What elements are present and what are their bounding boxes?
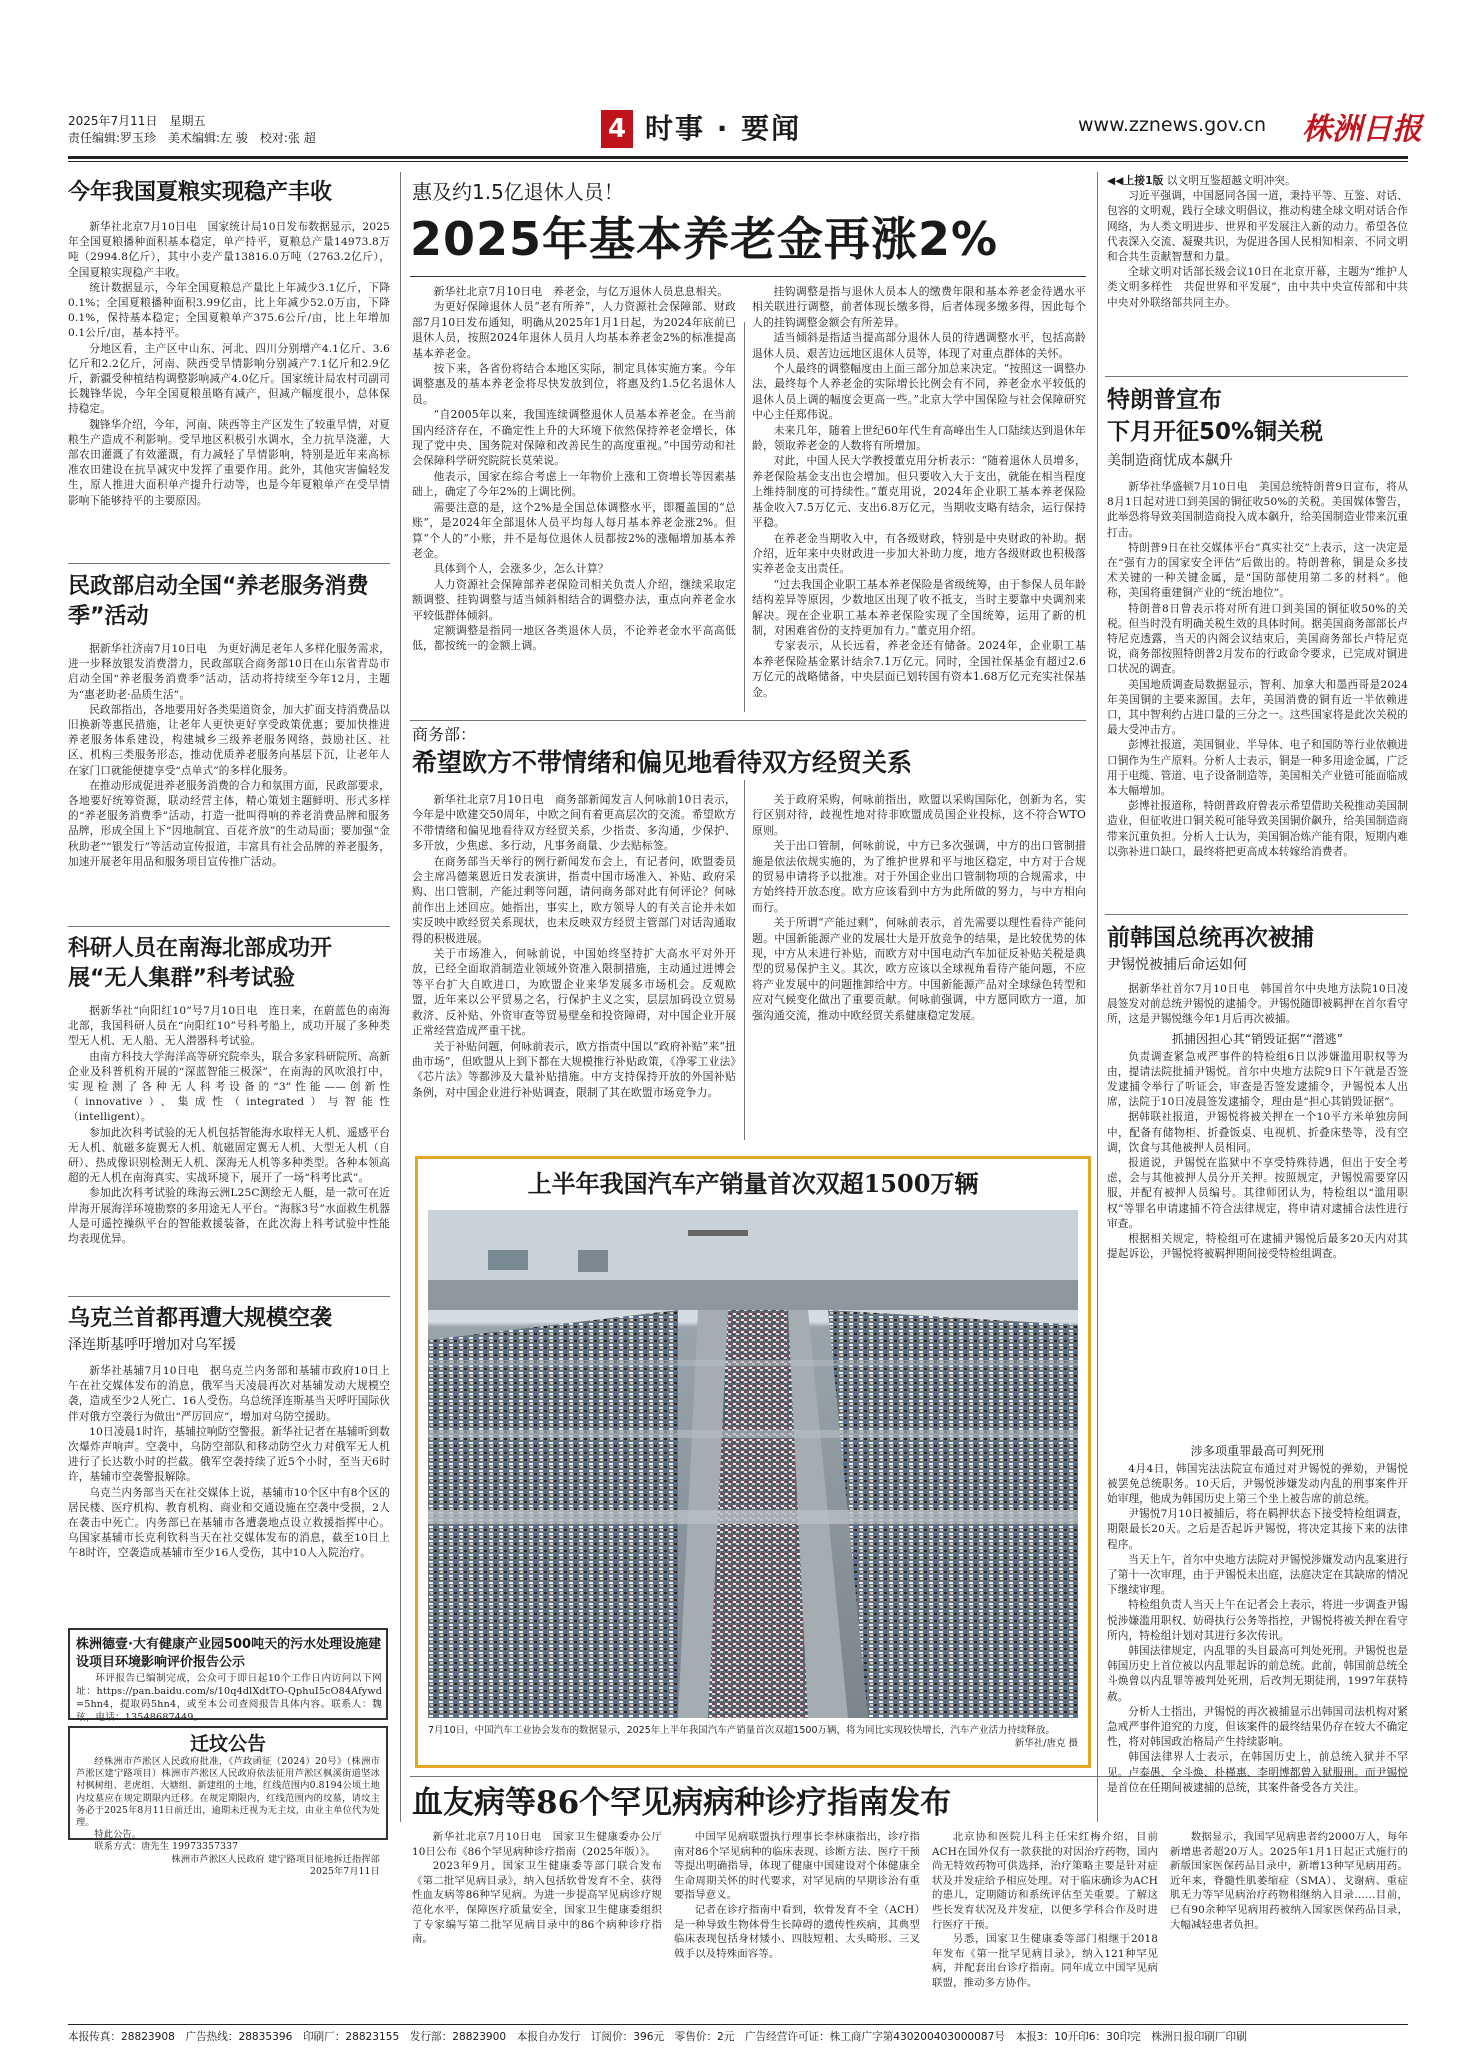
paragraph: 对此，中国人民大学教授董克用分析表示：“随着退休人员增多，养老保险基金支出也会增加。但只要收入大于支出，就能在相当程度上维持制度的可持续性。”董克用说，2024年企业职工基本养老保险基金收入7.5万亿元、支出6.8万亿元，当期收支略有结余，运行保持平稳。 [752, 454, 1086, 530]
article-kyiv-airstrike [68, 1304, 390, 1562]
paragraph: 参加此次科考试验的珠海云洲L25C测绘无人艇，是一款可在近岸海开展海洋环境勘察的多用途无人平台。“海豚3号”水面救生机器人是可遥控操纵平台的智能救援装备，在此次海上科考试验中性能均表现优异。 [68, 1187, 390, 1246]
paragraph: 另悉，国家卫生健康委等部门相继于2018年发布《第一批罕见病目录》，纳入121种罕见病，并配套出台诊疗指南。同年成立中国罕见病联盟，推动多方协作。 [932, 1933, 1158, 1989]
paragraph: 参加此次科考试验的无人机包括智能海水取样无人机、遥感平台无人机、航磁多旋翼无人机、航磁固定翼无人机、大型无人机（自研）、热成像识别检测无人机、深海无人机等多种类型。各种本领高超的无人机在南海真实、实战环境下，展开了一场“科考比武”。 [68, 1126, 391, 1185]
article-title: 今年我国夏粮实现稳产丰收 [68, 180, 333, 205]
page-number-badge: 4 [601, 110, 633, 148]
section-subhead: 抓捕因担心其“销毁证据”“潜逃” [1171, 1031, 1344, 1046]
article-subtitle: 美制造商忧成本飙升 [1107, 453, 1233, 469]
continued-article [1107, 174, 1408, 311]
trade-col-1 [412, 792, 736, 1142]
paragraph: 数据显示，我国罕见病患者约2000万人，每年新增患者超20万人。2025年1月1日起正式施行的新版国家医保药品目录中，新增13种罕见病用药。近年来，脊髓性肌萎缩症（SMA）、戈谢病、重症肌无力等罕见病治疗药物相继纳入目录……目前，已有90余种罕见病用药被纳入国家医保药品目录，大幅减轻患者负担。 [1170, 1831, 1408, 1931]
car-lot-image [428, 1210, 1078, 1718]
paragraph: 新华社北京7月10日电 国家卫生健康委办公厅10日公布《86个罕见病种诊疗指南（2025年版）》。 [412, 1831, 662, 1858]
paragraph: 分析人士指出，尹锡悦的再次被捕显示出韩国司法机构对紧急戒严事件追究的力度，但该案件的最终结果仍存在较大不确定性，将对韩国政治格局产生持续影响。 [1107, 1705, 1408, 1749]
paragraph: 尹锡悦7月10日被捕后，将在羁押状态下接受特检组调查，期限最长20天。之后是否起诉尹锡悦，将决定其接下来的法律程序。 [1107, 1508, 1408, 1551]
article-south-sea-drones [68, 934, 390, 1247]
paragraph: 未来几年，随着上世纪60年代生育高峰出生人口陆续达到退休年龄，领取养老金的人数将有所增加。 [752, 423, 1086, 453]
site-url[interactable]: www.zznews.gov.cn [1078, 114, 1267, 136]
paragraph: 特此公告。 [94, 1829, 142, 1841]
notice-grave-relocation [68, 1726, 388, 1877]
paragraph: 2025年7月11日 [310, 1865, 380, 1877]
paragraph: 为更好保障退休人员“老有所养”，人力资源社会保障部、财政部7月10日发布通知，明确从2025年1月1日起，为2024年底前已退休人员，按照2024年退休人员月人均基本养老金2%的标准提高基本养老金。 [412, 300, 736, 360]
paragraph: 全球文明对话部长级会议10日在北京开幕，主题为“维护人类文明多样性 共促世界和平发展”，由中共中央宣传部和中共中央对外联络部共同主办。 [1107, 266, 1408, 309]
paragraph: 挂钩调整是指与退休人员本人的缴费年限和基本养老金待遇水平相关联进行调整，前者体现长缴多得，后者体现多缴多得，因此每个人的挂钩调整金额会有所差异。 [752, 285, 1086, 329]
paragraph: 韩国法律规定，内乱罪的头目最高可判处死刑。尹锡悦也是韩国历史上首位被以内乱罪起诉的前总统。此前，韩国前总统全斗焕曾以内乱罪等被判处死刑，后改判无期徒刑，1997年获特赦。 [1107, 1645, 1408, 1703]
paragraph: 据新华社济南7月10日电 为更好满足老年人多样化服务需求，进一步释放银发消费潜力，民政部联合商务部10日在山东省青岛市启动全国“养老服务消费季”活动，活动将持续至今年12月，主题为“惠老助老·品质生活”。 [68, 643, 390, 701]
paragraph: 北京协和医院儿科主任宋红梅介绍，目前ACH在国外仅有一款获批的对因治疗药物，国内尚无特效药物可供选择，治疗策略主要是针对症状及并发症给予相应处理。对于临床确诊为ACH的患儿，定期随访和系统评估至关重要。了解这些长发育状况及并发症，以便多学科合作及时进行医疗干预。 [932, 1831, 1158, 1931]
paragraph: 彭博社报道称，特朗普政府曾表示希望借助关税推动美国制造业，但征收进口铜关税可能导致美国铜价飙升，给美国制造商带来沉重负担。分析人士认为，美国铜冶炼产能有限，短期内难以弥补进口缺口，最终将把更高成本转嫁给消费者。 [1107, 800, 1408, 858]
article-yoon-arrest [1107, 922, 1408, 1870]
kicker: 惠及约1.5亿退休人员！ [412, 180, 624, 204]
section-subhead: 涉多项重罪最高可判死刑 [1190, 1443, 1325, 1458]
paragraph: 新华社华盛顿7月10日电 美国总统特朗普9日宣布，将从8月1日起对进口到美国的铜征收50%的关税。美国媒体警告，此举恐将导致美国制造商投入成本飙升，给美国制造业带来沉重打击。 [1107, 481, 1408, 539]
rare-col-2 [674, 1830, 920, 2018]
paragraph: 适当倾斜是指适当提高部分退休人员的待遇调整水平，包括高龄退休人员、艰苦边远地区退休人员等，体现了对重点群体的关怀。 [752, 331, 1086, 360]
continued-label: ◀◀上接1版 [1107, 175, 1164, 187]
paragraph: 经株洲市芦淞区人民政府批准，《芦政函征（2024）20号》（株洲市芦淞区建宁路项目）株洲市芦淞区人民政府依法征用芦淞区枫溪街道坚冰村枫树组、老虎组、大塘组、新建组的土地，红线范围内0.8194公顷土地内坟墓应在规定期限内迁移。在规定期限内，红线范围内的坟墓，请坟主务必于2025年8月11日前迁出，逾期未迁视为无主坟，由业主单位代为处理。 [76, 1756, 380, 1829]
pension-col-1 [412, 284, 736, 714]
trade-col-2 [752, 792, 1086, 1142]
paragraph: 韩国法律界人士表示，在韩国历史上，前总统入狱并不罕见。卢泰愚、全斗焕、朴槿惠、李明博都曾入狱服刑。而尹锡悦是首位在任期间被逮捕的总统，其案件备受各方关注。 [1107, 1751, 1408, 1794]
paragraph: 在推动形成促进养老服务消费的合力和氛围方面，民政部要求，各地要好统筹资源，联动经营主体，精心策划主题鲜明、形式多样的“养老服务消费季”活动，打造一批叫得响的养老消费品牌和服务品牌，形成全国上下“因地制宜、百花齐放”的生动局面；要加强“金秋助老”“银发行”等活动宣传报道，丰富具有社会品牌的养老服务，加速开展老年用品和服务项目宣传推广活动。 [68, 779, 391, 868]
paragraph: 据新华社首尔7月10日电 韩国首尔中央地方法院10日凌晨签发对前总统尹锡悦的逮捕令。尹锡悦随即被羁押在首尔看守所，这是尹锡悦继今年1月后再次被捕。 [1107, 983, 1408, 1026]
paragraph: 据新华社“向阳红10”号7月10日电 连日来，在蔚蓝色的南海北部，我国科研人员在“向阳红10”号科考船上，成功开展了多种类型无人机、无人船、无人潜器科考试验。 [68, 1005, 390, 1048]
paragraph: “过去我国企业职工基本养老保险是省级统筹，由于参保人员年龄结构差异等原因，少数地区出现了收不抵支，当时主要靠中央调剂来解决。现在企业职工基本养老保险实现了全国统筹，运用了新的机制，对困难省份的支持更加有力。”董克用介绍。 [752, 577, 1086, 637]
paragraph: 关于政府采购，何咏前指出，欧盟以采购国际化，创新为名，实行区别对待，歧视性地对待非欧盟成员国企业投标，这不符合WTO原则。 [752, 793, 1086, 837]
paragraph: 定额调整是指同一地区各类退休人员，不论养老金水平高高低低，都按统一的金额上调。 [412, 623, 736, 653]
paragraph: 统计数据显示，今年全国夏粮总产量比上年减少3.1亿斤，下降0.1%；全国夏粮播种面积3.99亿亩，比上年减少52.0万亩，下降0.1%，保持基本稳定；全国夏粮单产375.6公斤/亩，比上年增加0.1公斤/亩，基本持平。 [68, 281, 390, 340]
paragraph: 中国罕见病联盟执行理事长李林康指出，诊疗指南对86个罕见病种的临床表现、诊断方法、医疗干预等提出明确指导，体现了健康中国建设对个体健康全生命周期关怀的时代要求，对罕见病的早期诊治有重要指导意义。 [674, 1831, 920, 1902]
article-title: 前韩国总统再次被捕 [1107, 925, 1314, 951]
paragraph: 关于补贴问题，何咏前表示，欧方指责中国以“政府补贴”来“扭曲市场”，但欧盟从上到下都在大规模推行补贴政策，《净零工业法》《芯片法》等都涉及大量补贴措施。中方支持保持开放的外国补贴条例，对中国企业进行补贴调查，限制了其在欧盟市场竞争力。 [412, 1039, 736, 1099]
paragraph: 负责调查紧急戒严事件的特检组6日以涉嫌滥用职权等为由，提请法院批捕尹锡悦。首尔中央地方法院9日下午就是否签发逮捕令举行了听证会，审查是否签发逮捕令，尹锡悦本人出席，法院于10日凌晨签发逮捕令，理由是“担心其销毁证据”。 [1107, 1050, 1408, 1109]
paragraph: 他表示，国家在综合考虑上一年物价上涨和工资增长等因素基础上，确定了今年2%的上调比例。 [412, 469, 736, 499]
pension-col-2 [752, 284, 1086, 714]
paragraph: 分地区看，主产区中山东、河北、四川分别增产4.1亿斤、3.6亿斤和2.2亿斤，河南、陕西受旱情影响分别减产7.1亿斤和2.9亿斤，新疆受种植结构调整影响减产4.0亿斤。国家统计局农村司副司长魏锋华说，今年全国夏粮虽略有减产，但减产幅度很小，总体保持稳定。 [68, 342, 390, 416]
paragraph: 新华社北京7月10日电 养老金，与亿万退休人员息息相关。 [433, 285, 729, 298]
paragraph: 在商务部当天举行的例行新闻发布会上，有记者问，欧盟委员会主席冯德莱恩近日发表演讲，指责中国市场准入、补贴、政府采购、出口管制，产能过剩等问题，请问商务部对此有何评论？何咏前作出上述回应。她指出，事实上，欧方领导人的有关言论并未如实反映中欧经贸关系现状，也未反映双方经贸主管部门对话沟通取得的积极进展。 [412, 854, 736, 945]
paragraph: 记者在诊疗指南中看到，软骨发育不全（ACH）是一种导致生物体骨生长障碍的遗传性疾病，其典型临床表现包括身材矮小、四肢短粗、大头畸形、三叉戟手以及特殊面容等。 [674, 1903, 920, 1960]
rare-col-1 [412, 1830, 662, 2018]
article-subtitle: 泽连斯基呼吁增加对乌军援 [68, 1337, 236, 1353]
paragraph: 特朗普8日曾表示将对所有进口到美国的铜征收50%的关税。但当时没有明确关税生效的具体时间。据美国商务部部长卢特尼克透露，当天的内阁会议结束后，美国商务部长卢特尼克说，商务部按照特朗普2月发布的行政命令要求，已完成对铜进口状况的调查。 [1107, 602, 1408, 676]
article-title: 科研人员在南海北部成功开展“无人集群”科考试验 [68, 936, 333, 991]
article-subtitle: 尹锡悦被捕后命运如何 [1107, 957, 1247, 973]
article-elder-care [68, 572, 390, 870]
article-title: 民政部启动全国“养老服务消费季”活动 [68, 574, 369, 629]
paragraph: 民政部指出，各地要用好各类渠道资金，加大扩面支持消费品以旧换新等惠民措施，让老年人更快更好享受政策优惠；要加快推进养老服务体系建设，构建城乡三级养老服务网络，鼓励社区、社区、机构三类服务形态，推动优质养老服务向基层下沉，让老年人在家门口就能便捷享受“点单式”的多样化服务。 [68, 703, 391, 777]
footer-info: 本报传真：28823908 广告热线：28835396 印刷厂：28823155 发行部：28823900 本报自办发行 订阅价：396元 零售价：2元 广告经营许可证：株工商广字第430200403000087号 本报3：10开印6：30印完 株洲日报印刷厂印刷 [68, 2031, 1247, 2043]
notice-title: 迁坟公告 [189, 1733, 266, 1755]
paragraph: 2023年9月，国家卫生健康委等部门联合发布《第二批罕见病目录》，纳入包括软骨发育不全、获得性血友病等86种罕见病。为进一步提高罕见病诊疗规范化水平，保障医疗质量安全，国家卫生健康委组织了专家编写第二批罕见病目录中的86个病种诊疗指南。 [412, 1860, 662, 1946]
paragraph: 10日凌晨1时许，基辅拉响防空警报。新华社记者在基辅听到数次爆炸声响声。空袭中，乌防空部队和移动防空火力对俄军无人机进行了长达数小时的拦截。俄军空袭持续了近5个小时，至当天6时许，基辅市空袭警报解除。 [68, 1425, 390, 1484]
editors-line: 责任编辑:罗玉珍 美术编辑:左 骏 校对:张 超 [68, 131, 316, 145]
section-title: 时事 · 要闻 [645, 112, 802, 145]
paragraph: 据韩联社报道，尹锡悦将被关押在一个10平方米单独房间中，配备有储物柜、折叠饭桌、电视机、折叠床垫等，没有空调，饮食与其他被押人员相同。 [1107, 1111, 1408, 1154]
paragraph: 根据相关规定，特检组可在逮捕尹锡悦后最多20天内对其提起诉讼，尹锡悦将被羁押期间接受特检组调查。 [1107, 1233, 1408, 1261]
date-line: 2025年7月11日 星期五 [68, 114, 206, 128]
caption-text: 7月10日，中国汽车工业协会发布的数据显示，2025年上半年我国汽车产销量首次双超1500万辆，将为同比实现较快增长，汽车产业活力持续释放。 [428, 1725, 1055, 1736]
paragraph: 人力资源社会保障部养老保险司相关负责人介绍，继续采取定额调整、挂钩调整与适当倾斜相结合的调整办法，重点向养老金水平较低群体倾斜。 [412, 577, 736, 622]
paragraph: 乌克兰内务部当天在社交媒体上说，基辅市10个区中有8个区的居民楼、医疗机构、教育机构、商业和交通设施在空袭中受损，2人在袭击中死亡。内务部已在基辅市各遭袭地点设立救援指挥中心。乌国家基辅市长克利钦科当天在社交媒体发布的消息，截至10日上午8时许，空袭造成基辅市至少16人受伤，其中10人入院治疗。 [68, 1486, 390, 1560]
article-title-line2: 下月开征50%铜关税 [1107, 419, 1324, 445]
article-summer-grain [68, 178, 390, 509]
notice-title: 株洲德壹·大有健康产业园500吨天的污水处理设施建设项目环境影响评价报告公示 [76, 1637, 382, 1670]
headline: 2025年基本养老金再涨2% [410, 212, 999, 266]
paragraph: 关于市场准入，何咏前说，中国始终坚持扩大高水平对外开放，已经全面取消制造业领域外资准入限制措施，主动通过进博会等平台扩大自欧进口，为欧盟企业来华发展多市场机会。反观欧盟，近年来以公平贸易之名，行保护主义之实，层层加码设立贸易救济、反补贴、外资审查等贸易壁垒和投资障碍，对中国企业开展正常经营造成严重干扰。 [412, 947, 736, 1038]
paragraph: 专家表示，从长远看，养老金还有储备。2024年，企业职工基本养老保险基金累计结余7.1万亿元。同时，全国社保基金有超过2.6万亿元的战略储备，中央层面已划转国有资本1.68万亿元充实社保基金。 [752, 639, 1086, 699]
paragraph: 特检组负责人当天上午在记者会上表示，将进一步调查尹锡悦涉嫌滥用职权、妨碍执行公务等指控，尹锡悦将被关押在看守所内，特检组计划对其进行多次传讯。 [1107, 1599, 1408, 1642]
paragraph: 魏锋华介绍，今年，河南、陕西等主产区发生了较重旱情，对夏粮生产造成不利影响。受旱地区积极引水调水，全力抗旱浇灌，大部农田灌溉了有效灌溉，有力减轻了旱情影响，特别是近年来高标准农田建设在抗旱减灾中发挥了重要作用。此外，其他灾害偏轻发生，原人推进大面积单产提升行动等，也是今年夏粮单产在受旱情影响下能够持平的主要原因。 [68, 418, 391, 507]
paragraph: 具体到个人，会涨多少，怎么计算？ [433, 562, 609, 576]
paragraph: 特朗普9日在社交媒体平台“真实社交”上表示，这一决定是在“强有力的国家安全评估”后做出的。特朗普称，铜是众多技术关键的一种关键金属，是“国防部使用第二多的材料”。他称，美国将重建铜产业的“统治地位”。 [1107, 541, 1408, 600]
trade-title: 希望欧方不带情绪和偏见地看待双方经贸关系 [412, 748, 913, 777]
paragraph: 新华社北京7月10日电 国家统计局10日发布数据显示，2025年全国夏粮播种面积基本稳定，单产持平，夏粮总产量14973.8万吨（2994.8亿斤），其中小麦产量13816.0万吨（2763.2亿斤），全国夏粮实现稳产丰收。 [68, 221, 390, 279]
paragraph: 在养老金当期收入中，有各级财政，特别是中央财政的补助。据介绍，近年来中央财政进一步加大补助力度，地方各级财政也积极落实养老金支出责任。 [752, 531, 1086, 576]
rare-title: 血友病等86个罕见病病种诊疗指南发布 [412, 1785, 952, 1821]
paragraph: 新华社北京7月10日电 商务部新闻发言人何咏前10日表示，今年是中欧建交50周年，中欧之间有着更高层次的交流。希望欧方不带情绪和偏见地看待双方经贸关系，少指责、多沟通，少保护、多开放，少焦虑、多行动，凡事务商量、少去贴标签。 [412, 793, 736, 853]
paragraph: 联系方式：唐先生 19973357337 [94, 1841, 239, 1853]
notice-body: 环评报告已编制完成，公众可于即日起10个工作日内访问以下网址：https://pan.baidu.com/s/10q4dlXdtTO-QphuI5cO84Afywd=5hn4，提取码5hn4，或至本公司查阅报告具体内容。联系人：魏玹，电话：13548687449。 [76, 1673, 382, 1723]
photo-title: 上半年我国汽车产销量首次双超1500万辆 [527, 1169, 979, 1198]
paragraph: 个人最终的调整幅度由上面三部分加总来决定。“按照这一调整办法，最终每个人养老金的实际增长比例会有不同，养老金水平较低的退休人员上调的幅度会更高一些。”北京大学中国保险与社会保障研究中心主任郑伟说。 [752, 362, 1086, 422]
article-copper-tariff [1107, 384, 1408, 890]
paragraph: 当天上午，首尔中央地方法院对尹锡悦涉嫌发动内乱案进行了第十一次审理，由于尹锡悦未出庭，法庭决定在其缺席的情况下继续审理。 [1107, 1553, 1408, 1597]
trade-kicker: 商务部： [412, 725, 477, 744]
paragraph: 美国地质调查局数据显示，智利、加拿大和墨西哥是2024年美国铜的主要来源国。去年，美国消费的铜有近一半依赖进口，其中智利约占进口量的三分之一。这些国家将是此次关税的最大受冲击方。 [1107, 678, 1408, 737]
paragraph: “自2005年以来，我国连续调整退休人员基本养老金。在当前国内经济存在，不确定性上升的大环境下依然保持养老金增长，体现了党中央、国务院对保障和改善民生的高度重视。”中国劳动和社会保障科学研究院院长莫荣说。 [412, 408, 736, 468]
paragraph: 按下来，各省份将结合本地区实际，制定具体实施方案。今年调整惠及的基本养老金将尽快发放到位，将惠及约1.5亿名退休人员。 [412, 362, 736, 406]
article-title-line1: 特朗普宣布 [1107, 387, 1222, 413]
car-lot-photo [428, 1210, 1078, 1718]
paragraph: 关于所谓“产能过剩”，何咏前表示，首先需要以理性看待产能问题。中国新能源产业的发展壮大是开放竞争的结果，是比较优势的体现，中方从未进行补贴，而欧方对中国电动汽车加征反补贴关税是典型的贸易保护主义。其次，欧方应该以全球视角看待产能问题，不应将产业发展中的问题推卸给中方。中国新能源产品对全球绿色转型和应对气候变化做出了重要贡献。何咏前强调，中方愿同欧方一道，加强沟通交流，推动中欧经贸关系健康稳定发展。 [752, 916, 1086, 1022]
article-title: 乌克兰首都再遭大规模空袭 [68, 1306, 333, 1331]
paragraph: 由南方科技大学海洋高等研究院牵头，联合多家科研院所、高新企业及科普机构开展的“深蓝智能三极深”，在南海的风吹浪打中，实现检测了各种无人科考设备的“3”性能——创新性（innovative）、集成性（integrated）与智能性（intelligent）。 [68, 1050, 391, 1124]
paragraph: 以文明互鉴超越文明冲突。 [1166, 175, 1296, 187]
paragraph: 彭博社报道，美国铜业、半导体、电子和国防等行业依赖进口铜作为生产原料。分析人士表示，铜是一种多用途金属，广泛用于电缆、管道、电子设备制造等，美国相关产业链可能面临成本大幅增加。 [1107, 739, 1408, 798]
paragraph: 株洲市芦淞区人民政府 建宁路项目征地拆迁指挥部 [171, 1853, 380, 1865]
notice-eia [68, 1628, 388, 1723]
newspaper-logo: 株洲日报 [1302, 112, 1422, 147]
paragraph: 报道说，尹锡悦在监狱中不享受特殊待遇，但出于安全考虑，会与其他被押人员分开关押。按照规定，尹锡悦需要穿囚服，并配有被押人员编号。其律师团认为，特检组以“滥用职权”等罪名申请逮捕不符合法律规定，将申请对逮捕合法性进行审查。 [1107, 1157, 1408, 1230]
photo-caption [428, 1724, 1078, 1750]
paragraph: 新华社基辅7月10日电 据乌克兰内务部和基辅市政府10日上午在社交媒体发布的消息，俄军当天凌晨再次对基辅发动大规模空袭，造成至少2人死亡、16人受伤。乌总统泽连斯基当天呼吁国际伙伴对俄方空袭行为做出“严厉回应”，增加对乌防空援助。 [68, 1365, 390, 1423]
paragraph: 4月4日，韩国宪法法院宣布通过对尹锡悦的弹劾，尹锡悦被罢免总统职务。10天后，尹锡悦涉嫌发动内乱的刑事案件开始审理，他成为韩国历史上第三个坐上被告席的前总统。 [1107, 1462, 1408, 1506]
paragraph: 需要注意的是，这个2%是全国总体调整水平，即覆盖国的“总账”，是2024年全部退休人员平均每人每月基本养老金涨2%。但算“个人的”小账，并不是每位退休人员都按2%的涨幅增加基本养老金。 [412, 500, 736, 560]
paragraph: 习近平强调，中国愿同各国一道，秉持平等、互鉴、对话、包容的文明观，践行全球文明倡议，推动构建全球文明对话合作网络，为人类文明进步、世界和平发展注入新的动力。希望各位代表深入交流、凝聚共识，为促进各国人民相知相亲、不同文明和合共生贡献智慧和力量。 [1107, 190, 1408, 264]
paragraph: 关于出口管制，何咏前说，中方已多次强调，中方的出口管制措施是依法依规实施的，为了维护世界和平与地区稳定，中方对于合规的贸易申请将予以批准。对于外国企业出口管制物项的合规需求，中方始终持开放态度。欧方应该看到中方为此所做的努力，与中方相向而行。 [752, 839, 1086, 914]
photo-credit: 新华社/唐克 摄 [1014, 1738, 1078, 1749]
